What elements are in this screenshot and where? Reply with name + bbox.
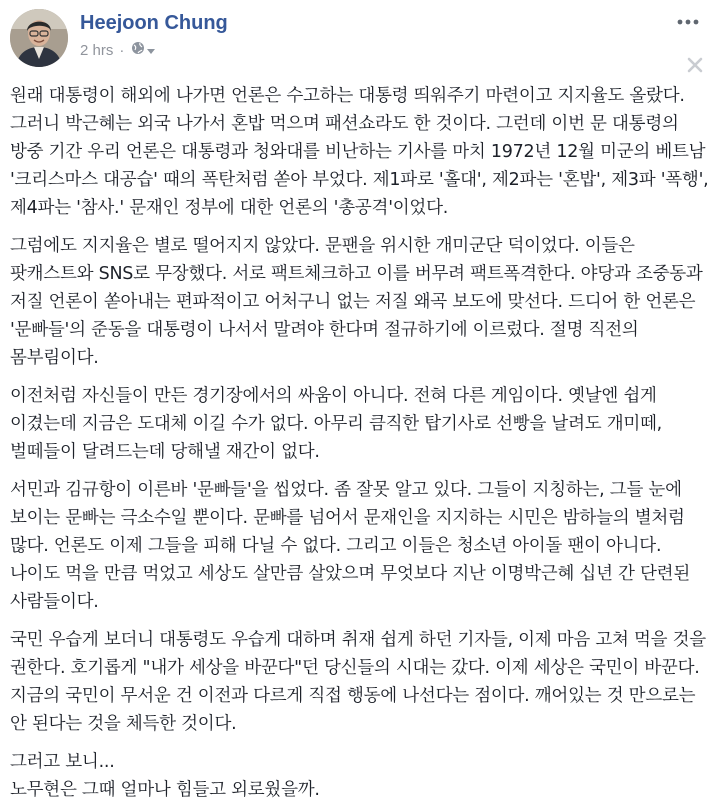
post-paragraph: 이전처럼 자신들이 만든 경기장에서의 싸움이 아니다. 전혀 다른 게임이다. 옛날엔 쉽게 이겼는데 지금은 도대체 이길 수가 없다. 아무리 큼직한 탑기사로 선빵을 날려도 개미떼, 벌떼들이 달려드는데 당해낼 재간이 없다. [10,386,662,462]
post-paragraph: 그럼에도 지지율은 별로 떨어지지 않았다. 문팬을 위시한 개미군단 덕이었다. 이들은 팟캐스트와 SNS로 무장했다. 서로 팩트체크하고 이를 버무려 팩트폭격한다. 야당과 조중동과 저질 언론이 쏟아내는 편파적이고 어처구니 없는 저질 왜곡 보도에 맞선다. 드디어 한 언론은 '문빠들'의 준동을 대통령이 나서서 말려야 한다며 절규하기에 이르렀다. 절명 직전의 몸부림이다. [10,236,703,368]
author-name[interactable]: Heejoon Chung [80,12,228,34]
post-paragraph: 원래 대통령이 해외에 나가면 언론은 수고하는 대통령 띄워주기 마련이고 지지율도 올랐다. 그러니 박근혜는 외국 나가서 혼밥 먹으며 패션쇼라도 한 것이다. 그런데 이번 문 대통령의 방중 기간 우리 언론은 대통령과 청와대를 비난하는 기사를 마치 1972년 12월 미군의 베트남 '크리스마스 대공습' 때의 폭탄처럼 쏟아 부었다. 제1파로 '홀대', 제2파는 '혼밥', 제3파 '폭행', 제4파는 '참사.' 문재인 정부에 대한 언론의 '총공격'이었다. [10,86,709,218]
post-paragraph: 그러고 보니... 노무현은 그때 얼마나 힘들고 외로웠을까. [10,752,320,800]
post-body [10,82,710,804]
post-paragraph: 서민과 김규항이 이른바 '문빠들'을 씹었다. 좀 잘못 알고 있다. 그들이 지칭하는, 그들 눈에 보이는 문빠는 극소수일 뿐이다. 문빠를 넘어서 문재인을 지지하는 시민은 밤하늘의 별처럼 많다. 언론도 이제 그들을 피해 다닐 수 없다. 그리고 이들은 청소년 아이돌 팬이 아니다. 나이도 먹을 만큼 먹었고 세상도 살만큼 살았으며 무엇보다 지난 이명박근혜 십년 간 단련된 사람들이다. [10,480,690,612]
post-meta [80,41,155,59]
post-paragraph: 국민 우습게 보더니 대통령도 우습게 대하며 취재 쉽게 하던 기자들, 이제 마음 고쳐 먹을 것을 권한다. 호기롭게 "내가 세상을 바꾼다"던 당신들의 시대는 갔다. 이제 세상은 국민이 바꾼다. 지금의 국민이 무서운 건 이전과 다르게 직접 행동에 나선다는 점이다. 깨어있는 것 만으로는 안 된다는 것을 체득한 것이다. [10,630,706,734]
close-icon[interactable] [680,50,710,80]
more-options-icon[interactable] [674,12,702,32]
meta-separator: · [119,41,125,59]
post-timestamp[interactable]: 2 hrs [80,41,114,59]
avatar[interactable] [10,9,68,67]
chevron-down-icon[interactable] [147,42,155,59]
post-header [0,0,720,80]
globe-icon[interactable] [131,41,145,59]
